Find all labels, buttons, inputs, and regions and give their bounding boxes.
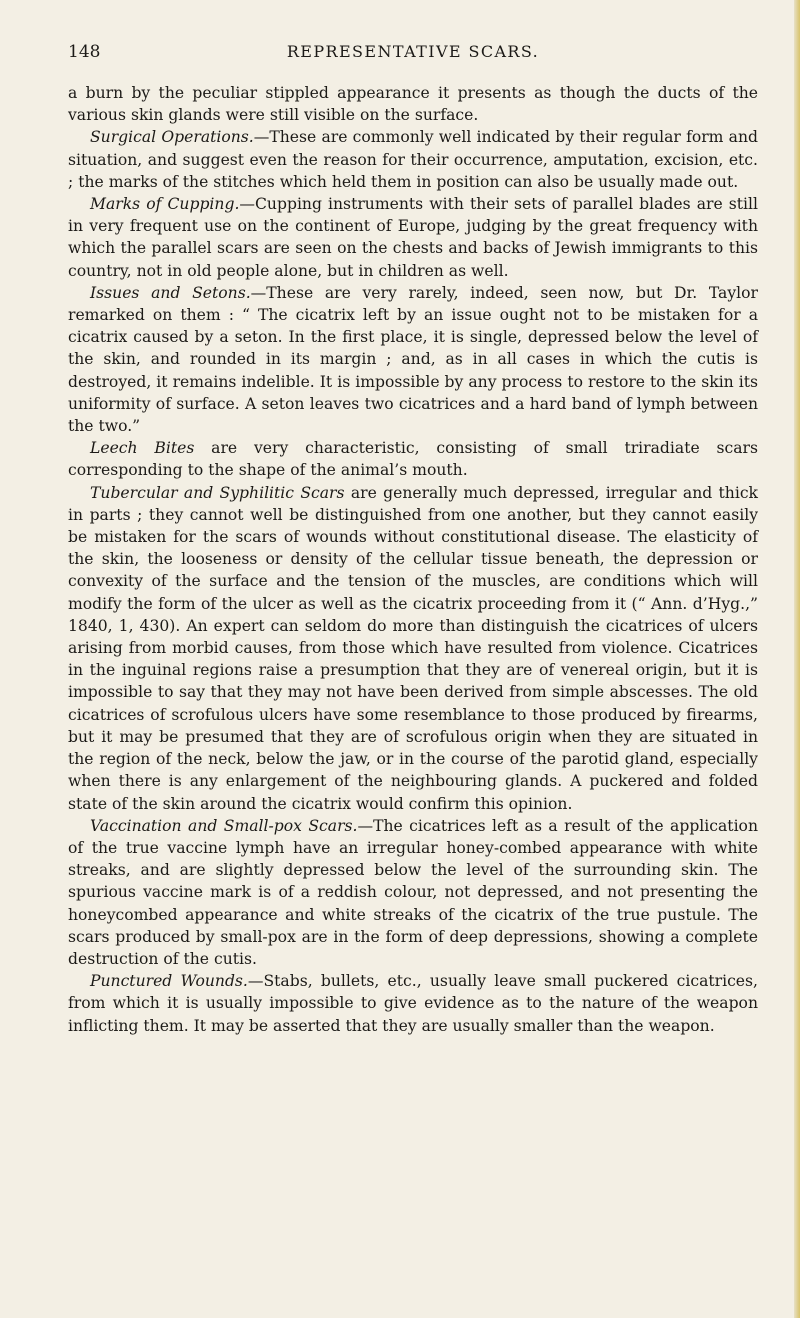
section-heading: Leech Bites (90, 439, 195, 458)
paragraph-text: —These are very rarely, indeed, seen now, but Dr. Taylor remarked on them : “ The cicatrix left by an issue ought not to be mistaken for a cicatrix caused by a seton. In the first place, it is single, depressed below the level of the skin, and rounded in its margin ; and, as in all cases in which the cutis is destroyed, it remains indelible. It is impossible by any process to restore to the skin its uniformity of surface. A seton leaves two cicatrices and a hard band of lymph between the two.” (68, 283, 758, 436)
paragraph-surgical-operations (68, 126, 758, 193)
page-number: 148 (68, 42, 101, 62)
section-heading: Tubercular and Syphilitic Scars (90, 483, 345, 502)
paragraph-burn (68, 82, 758, 126)
paragraph-leech-bites (68, 437, 758, 481)
page-header (68, 42, 758, 72)
paragraph-tubercular-syphilitic-scars (68, 482, 758, 815)
section-heading: Marks of Cupping. (90, 195, 240, 214)
running-head: REPRESENTATIVE SCARS. (286, 42, 540, 61)
paragraph-marks-of-cupping (68, 193, 758, 282)
section-heading: Issues and Setons. (90, 283, 251, 302)
section-heading: Punctured Wounds. (90, 972, 248, 991)
paragraph-text: —Cupping instruments with their sets of parallel blades are still in very frequent use on the continent of Europe, judging by the great frequency with which the parallel scars are seen on the chests and backs of Jewish immigrants to this country, not in old people alone, but in children as well. (68, 195, 758, 280)
paragraph-punctured-wounds (68, 970, 758, 1037)
paragraph-text: —Stabs, bullets, etc., usually leave small puckered cicatrices, from which it is usually impossible to give evidence as to the nature of the weapon inflicting them. It may be asserted that they are usually smaller than the weapon. (68, 972, 758, 1035)
section-heading: Vaccination and Small-pox Scars. (90, 816, 358, 835)
paragraph-text: —These are commonly well indicated by their regular form and situation, and suggest even the reason for their occurrence, amputation, excision, etc. ; the marks of the stitches which held them in position can also be usually made out. (68, 128, 758, 191)
paragraph-text: are very characteristic, consisting of small triradiate scars corresponding to the shape of the animal’s mouth. (68, 439, 758, 480)
body-text (68, 82, 758, 1037)
section-heading: Surgical Operations. (90, 128, 254, 147)
book-page (68, 42, 758, 1037)
paragraph-text: —The cicatrices left as a result of the application of the true vaccine lymph have an irregular honey-combed appearance with white streaks, and are slightly depressed below the level of the surrounding skin. The spurious vaccine mark is of a reddish colour, not depressed, and not presenting the honeycombed appearance and white streaks of the cicatrix of the true pustule. The scars produced by small-pox are in the form of deep depressions, showing a complete destruction of the cutis. (68, 816, 758, 968)
paragraph-text: a burn by the peculiar stippled appearance it presents as though the ducts of the various skin glands were still visible on the surface. (68, 84, 758, 125)
paragraph-text: are generally much depressed, irregular and thick in parts ; they cannot well be distinguished from one another, but they cannot easily be mistaken for the scars of wounds without constitutional disease. The elasticity of the skin, the looseness or density of the cellular tissue beneath, the depression or convexity of the surface and the tension of the muscles, are conditions which will modify the form of the ulcer as well as the cicatrix proceeding from it (“ Ann. d’Hyg.,” 1840, 1, 430). An expert can seldom do more than distinguish the cicatrices of ulcers arising from morbid causes, from those which have resulted from violence. Cicatrices in the inguinal regions raise a presumption that they are of venereal origin, but it is impossible to say that they may not have been derived from simple abscesses. The old cicatrices of scrofulous ulcers have some resemblance to those produced by firearms, but it may be presumed that they are of scrofulous origin when they are situated in the region of the neck, below the jaw, or in the course of the parotid gland, especially when there is any enlargement of the neighbouring glands. A puckered and folded state of the skin around the cicatrix would confirm this opinion. (68, 483, 759, 813)
paragraph-issues-and-setons (68, 282, 758, 437)
paragraph-vaccination-smallpox-scars (68, 815, 758, 970)
page-edge (794, 0, 800, 1318)
